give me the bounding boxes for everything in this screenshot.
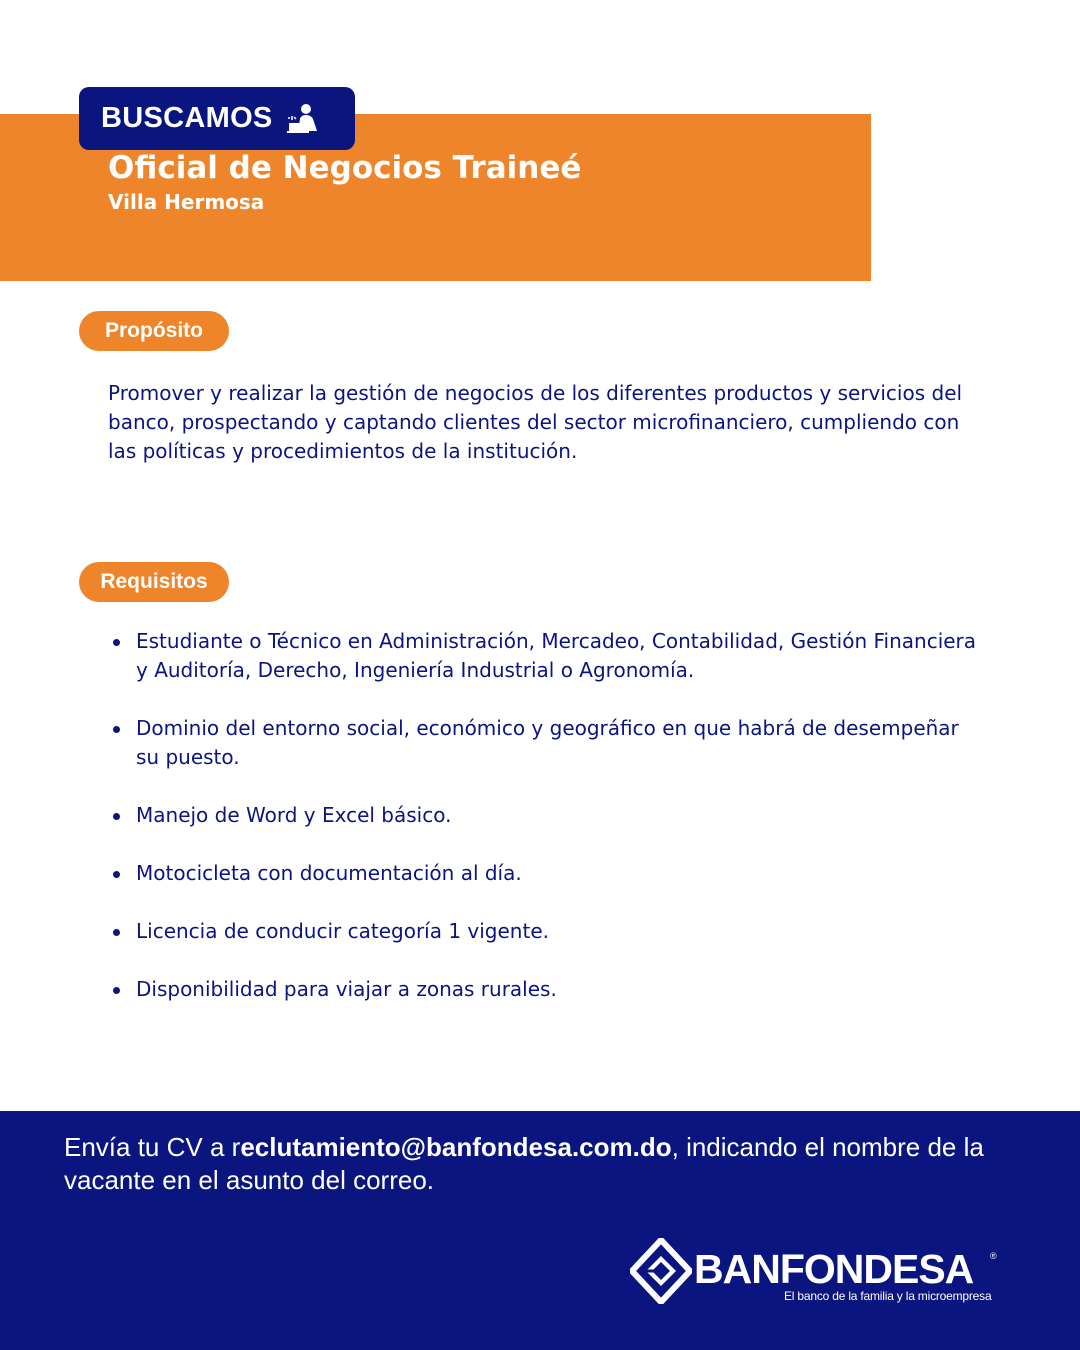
- list-item: Dominio del entorno social, económico y geográfico en que habrá de desempeñar su puesto.: [108, 714, 978, 772]
- requirements-section-label: Requisitos: [79, 562, 229, 602]
- apply-prefix: Envía tu CV a r: [64, 1132, 241, 1162]
- job-location: Villa Hermosa: [108, 190, 265, 214]
- apply-instructions: [64, 1131, 1024, 1197]
- buscamos-badge: [79, 87, 355, 150]
- banfondesa-wordmark: BANFONDESA: [694, 1246, 974, 1292]
- list-item: Estudiante o Técnico en Administración, Mercadeo, Contabilidad, Gestión Financiera y Auditoría, Derecho, Ingeniería Industrial o Agronomía.: [108, 627, 978, 685]
- job-title: Oficial de Negocios Traineé: [108, 150, 582, 186]
- registered-mark: ®: [990, 1251, 997, 1261]
- banfondesa-diamond-logo-icon: [630, 1238, 692, 1304]
- list-item: Licencia de conducir categoría 1 vigente.: [108, 917, 978, 946]
- apply-suffix: , indicando el nombre de la vacante en el asunto del correo.: [64, 1132, 984, 1195]
- banfondesa-logo: [630, 1238, 1000, 1308]
- purpose-text: Promover y realizar la gestión de negocios de los diferentes productos y servicios del banco, prospectando y captando clientes del sector microfinanciero, cumpliendo con las políticas y procedimientos de la institución.: [108, 381, 963, 463]
- logo-tagline: El banco de la familia y la microempresa: [784, 1289, 992, 1303]
- apply-email[interactable]: eclutamiento@banfondesa.com.do: [240, 1132, 672, 1162]
- requirements-list: [108, 627, 978, 1033]
- list-item: Manejo de Word y Excel básico.: [108, 801, 978, 830]
- list-item: Disponibilidad para viajar a zonas rurales.: [108, 975, 978, 1004]
- purpose-section-label: Propósito: [79, 311, 229, 351]
- list-item: Motocicleta con documentación al día.: [108, 859, 978, 888]
- buscamos-label: BUSCAMOS: [101, 102, 273, 134]
- person-at-laptop-icon: [285, 101, 321, 137]
